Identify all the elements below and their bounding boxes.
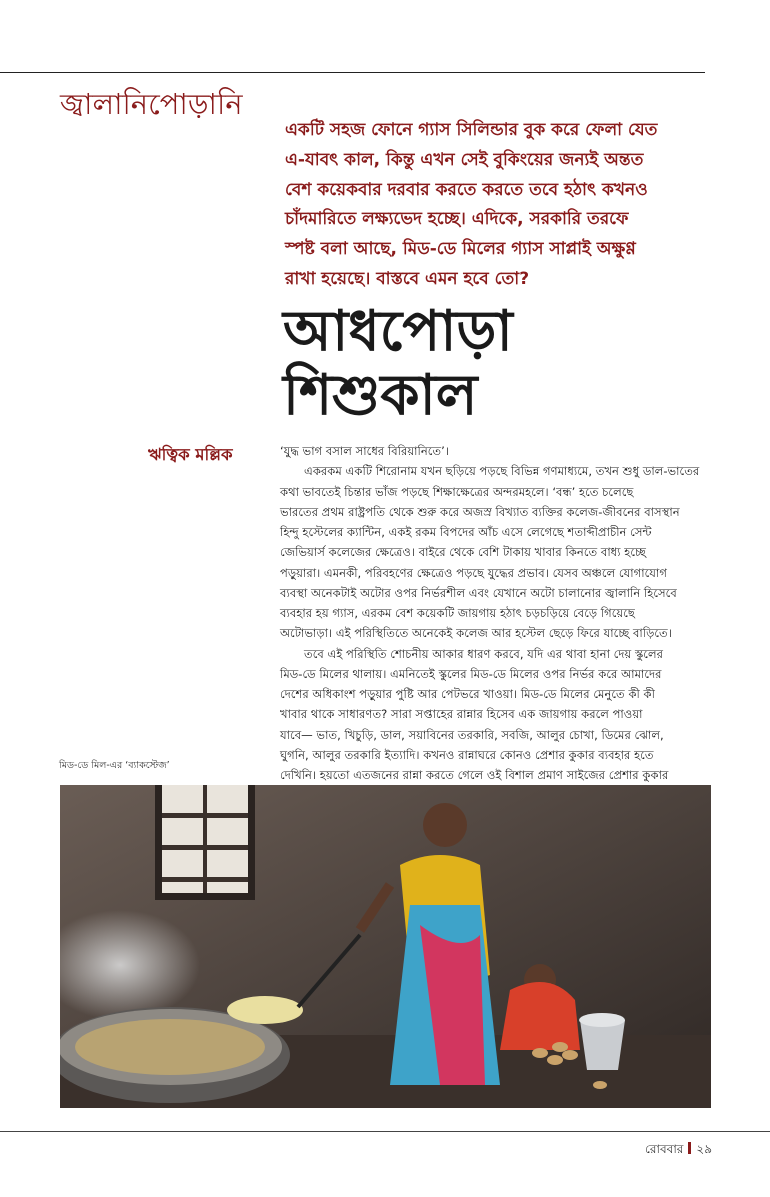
body-line: ‘যুদ্ধ ভাগ বসাল সাধের বিরিয়ানিতে’। (280, 444, 449, 458)
deck-line: একটি সহজ ফোনে গ্যাস সিলিন্ডার বুক করে ফেলা যেত (285, 120, 658, 140)
body-line: ব্যবস্থা অনেকটাই অটোর ওপর নির্ভরশীল এবং যেখানে অটো চালানোর জ্বালানি হিসেবে (280, 585, 677, 600)
headline (283, 300, 513, 428)
section-label: জ্বালানিপোড়ানি (60, 87, 243, 121)
magazine-name: রোববার (645, 1142, 684, 1156)
body-line: যাবে— ভাত, খিচুড়ি, ডাল, সয়াবিনের তরকারি, সবজি, আলুর চোখা, ডিমের ঝোল, (280, 727, 664, 742)
deck-line: এ-যাবৎ কাল, কিন্তু এখন সেই বুকিংয়ের জন্যই অন্তত (285, 149, 644, 170)
kitchen-photo (60, 785, 711, 1108)
deck-line: বেশ কয়েকবার দরবার করতে করতে তবে হঠাৎ কখনও (285, 179, 648, 200)
page-number: ২৯ (696, 1142, 712, 1156)
body-line: দেশের অধিকাংশ পড়ুয়ার পুষ্টি আর পেটভরে খাওয়া। মিড-ডে মিলের মেনুতে কী কী (280, 687, 655, 701)
body-line: অটোভাড়া। এই পরিস্থিতিতে অনেকেই কলেজ আর হস্টেল ছেড়ে ফিরে যাচ্ছে বাড়িতে। (280, 626, 672, 641)
body-line: ব্যবহার হয় গ্যাস, এরকম বেশ কয়েকটি জায়গায় হঠাৎ চড়চড়িয়ে বেড়ে গিয়েছে (280, 606, 635, 620)
body-line: একরকম একটি শিরোনাম যখন ছড়িয়ে পড়ছে বিভিন্ন গণমাধ্যমে, তখন শুধু ডাল-ভাতের (304, 464, 700, 479)
body-line: জেভিয়ার্স কলেজের ক্ষেত্রেও। বাইরে থেকে বেশি টাকায় খাবার কিনতে বাধ্য হচ্ছে (280, 545, 646, 560)
kitchen-photo-illustration (60, 785, 711, 1108)
deck-line: রাখা হয়েছে। বাস্তবে এমন হবে তো? (285, 268, 530, 289)
deck-line: চাঁদমারিতে লক্ষ্যভেদ হচ্ছে। এদিকে, সরকারি তরফে (285, 209, 629, 230)
body-line: হিন্দু হস্টেলের ক্যান্টিন, একই রকম বিপদের আঁচ এসে লেগেছে শতাব্দীপ্রাচীন সেন্ট (280, 525, 652, 539)
headline-line-2: শিশুকাল (283, 363, 478, 428)
body-line: ভারতের প্রথম রাষ্ট্রপতি থেকে শুরু করে অজস্র বিখ্যাত ব্যক্তির কলেজ-জীবনের বাসস্থান (280, 504, 680, 519)
body-line: মিড-ডে মিলের থালায়। এমনিতেই স্কুলের মিড-ডে মিলের ওপর নির্ভর করে আমাদের (280, 666, 662, 681)
body-line: ঘুগনি, আলুর তরকারি ইত্যাদি। কখনও রান্নাঘরে কোনও প্রেশার কুকার ব্যবহার হতে (280, 747, 654, 762)
steel-bucket (579, 1013, 625, 1070)
top-rule (0, 72, 705, 73)
body-line: খাবার থাকে সাধারণত? সারা সপ্তাহের রান্নার হিসেব এক জায়গায় করলে পাওয়া (280, 707, 643, 722)
body-line: দেখিনি। হয়তো এতজনের রান্না করতে গেলে ওই বিশাল প্রমাণ সাইজের প্রেশার কুকার (280, 768, 669, 782)
body-line: কথা ভাবতেই চিন্তার ভাঁজ পড়ছে শিক্ষাক্ষেত্রের অন্দরমহলে। ‘বন্ধ’ হতে চলেছে (280, 484, 634, 499)
page-footer (645, 1141, 712, 1161)
headline-line-1: আধপোড়া (283, 299, 513, 364)
photo-caption: মিড-ডে মিল-এর ‘ব্যাকস্টেজ’ (59, 760, 170, 771)
article-body (280, 441, 710, 826)
window (155, 785, 255, 900)
body-line: তবে এই পরিস্থিতি শোচনীয় আকার ধারণ করবে, যদি এর থাবা হানা দেয় স্কুলের (304, 646, 663, 661)
bottom-rule (0, 1131, 770, 1132)
byline-author: ঋত্বিক মল্লিক (148, 445, 233, 464)
deck-intro (285, 116, 710, 295)
footer-divider (688, 1142, 691, 1154)
deck-line: স্পষ্ট বলা আছে, মিড-ডে মিলের গ্যাস সাপ্লাই অক্ষুণ্ণ (285, 239, 636, 260)
body-line: পড়ুয়ারা। এমনকী, পরিবহণের ক্ষেত্রেও পড়ছে যুদ্ধের প্রভাব। যেসব অঞ্চলে যোগাযোগ (280, 565, 667, 580)
